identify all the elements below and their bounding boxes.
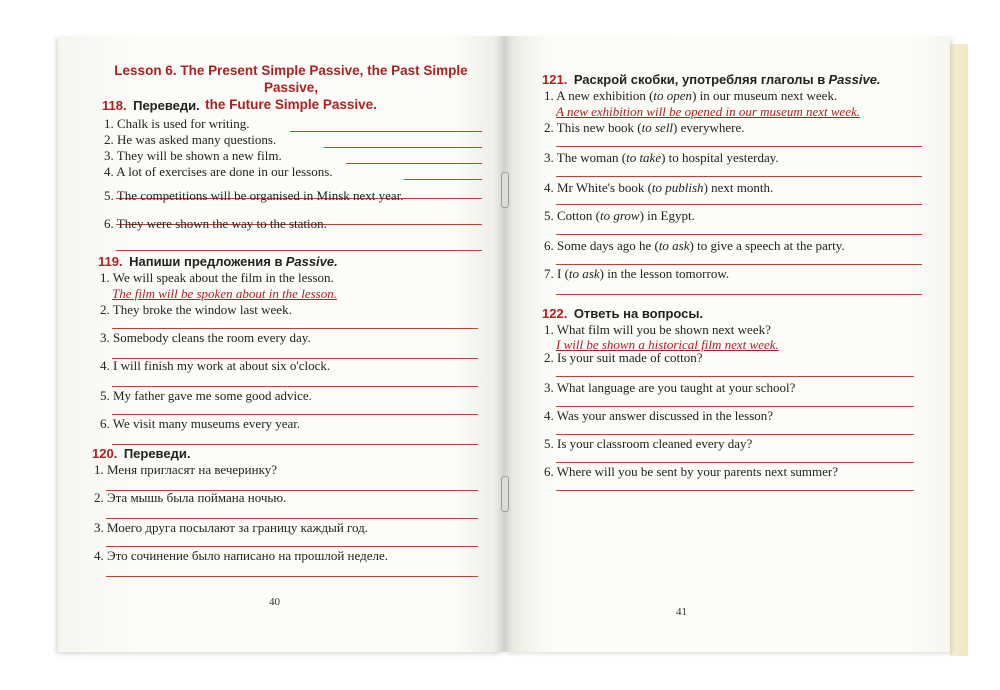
answer-line[interactable] — [112, 328, 478, 329]
staple — [501, 476, 509, 512]
ex122-item-5: 5. Is your classroom cleaned every day? — [544, 436, 753, 451]
ex120-item-1: 1. Меня пригласят на вечеринку? — [94, 462, 277, 477]
answer-line[interactable] — [106, 576, 478, 577]
ex121-item-4: 4. Mr White's book (to publish) next month. — [544, 180, 774, 195]
ex118-item-6: 6. They were shown the way to the station. — [104, 216, 327, 231]
ex121-item-7: 7. I (to ask) in the lesson tomorrow. — [544, 266, 730, 281]
ex118-item-3: 3. They will be shown a new film. — [104, 148, 282, 163]
ex120-item-2: 2. Эта мышь была поймана ночью. — [94, 490, 287, 505]
book-spine — [494, 36, 514, 652]
answer-line[interactable] — [556, 176, 922, 177]
ex121-item-3: 3. The woman (to take) to hospital yesterday. — [544, 150, 779, 165]
answer-line[interactable] — [112, 386, 478, 387]
ex121-item-6: 6. Some days ago he (to ask) to give a speech at the party. — [544, 238, 845, 253]
answer-line[interactable] — [556, 294, 922, 295]
answer-line[interactable] — [556, 434, 914, 435]
ex119-item-3: 3. Somebody cleans the room every day. — [100, 330, 311, 345]
ex118-item-5: 5. The competitions will be organised in Minsk next year. — [104, 188, 404, 203]
answer-line[interactable] — [556, 234, 922, 235]
answer-line[interactable] — [324, 147, 482, 148]
ex119-item-2: 2. They broke the window last week. — [100, 302, 292, 317]
ex121-item-2: 2. This new book (to sell) everywhere. — [544, 120, 745, 135]
answer-line[interactable] — [556, 204, 922, 205]
answer-line[interactable] — [556, 264, 922, 265]
answer-line[interactable] — [112, 444, 478, 445]
ex122-item-2: 2. Is your suit made of cotton? — [544, 350, 703, 365]
ex120-item-3: 3. Моего друга посылают за границу каждый год. — [94, 520, 369, 535]
answer-line[interactable] — [346, 163, 482, 164]
ex119-item-4: 4. I will finish my work at about six o'clock. — [100, 358, 331, 373]
staple — [501, 172, 509, 208]
ex122-item-6: 6. Where will you be sent by your parents next summer? — [544, 464, 838, 479]
ex121-item-1: 1. A new exhibition (to open) in our museum next week. — [544, 88, 838, 103]
ex120-item-4: 4. Это сочинение было написано на прошлой неделе. — [94, 548, 388, 563]
ex118-item-4: 4. A lot of exercises are done in our lessons. — [104, 164, 333, 179]
ex118-item-2: 2. He was asked many questions. — [104, 132, 277, 147]
answer-line[interactable] — [556, 406, 914, 407]
ex119-item-5: 5. My father gave me some good advice. — [100, 388, 312, 403]
answer-line[interactable] — [106, 546, 478, 547]
ex122-item-3: 3. What language are you taught at your school? — [544, 380, 796, 395]
answer-line[interactable] — [290, 131, 482, 132]
lesson-title: Lesson 6. The Present Simple Passive, the Past Simple Passive, the Future Simple Passive. — [114, 63, 468, 112]
answer-line[interactable] — [112, 414, 478, 415]
ex121-item-5: 5. Cotton (to grow) in Egypt. — [544, 208, 695, 223]
ex118-item-1: 1. Chalk is used for writing. — [104, 116, 250, 131]
answer-line[interactable] — [106, 518, 478, 519]
sample-answer: The film will be spoken about in the lesson. — [112, 286, 337, 301]
ex119-item-6: 6. We visit many museums every year. — [100, 416, 301, 431]
answer-line[interactable] — [116, 250, 482, 251]
ex122-item-1: 1. What film will you be shown next week? — [544, 322, 771, 337]
open-workbook — [58, 36, 978, 664]
left-page: Lesson 6. The Present Simple Passive, the Past Simple Passive, the Future Simple Passive. 118. Переведи. 1. Chalk is used for writing. 2. He was asked many questions. 3. They will be shown a new film. 4. A lot of exercises are done in our lessons. 5. The competitions will be organised in Minsk next year. 6. They were shown the way to the station. 119. Напиши предложения в Passive. 1. We will speak about the film in the lesson. The film will be spoken about in the lesson. 2. They broke the window last week. 3. Somebody cleans the room every day. 4. I will finish my work at about six o'clock. 5. My father gave me some good advice. 6. We visit many museums every year. 120. Переведи. 1. Меня пригласят на вечеринку? 2. Эта мышь была поймана ночью. 3. Моего друга посылают за границу каждый год. 4. Это сочинение было написано на прошлой неделе. 40 — [58, 36, 504, 652]
answer-line[interactable] — [556, 490, 914, 491]
sample-answer: I will be shown a historical film next week. — [556, 337, 779, 352]
ex122-item-4: 4. Was your answer discussed in the lesson? — [544, 408, 774, 423]
answer-line[interactable] — [556, 376, 914, 377]
right-page: 121. Раскрой скобки, употребляя глаголы в Passive. 1. A new exhibition (to open) in our museum next week. A new exhibition will be opened in our museum next week. 2. This new book (to sell) everywhere. 3. The woman (to take) to hospital yesterday. 4. Mr White's book (to publish) next month. 5. Cotton (to grow) in Egypt. 6. Some days ago he (to ask) to give a speech at the party. 7. I (to ask) in the lesson tomorrow. 122. Ответь на вопросы. 1. What film will you be shown next week? I will be shown a historical film next week. 2. Is your suit made of cotton? 3. What language are you taught at your school? 4. Was your answer discussed in the lesson? 5. Is your classroom cleaned every day? 6. Where will you be sent by your parents next summer? 41 — [504, 36, 950, 652]
page-edges — [950, 44, 968, 656]
ex119-item-1: 1. We will speak about the film in the lesson. — [100, 270, 334, 285]
page-number: 41 — [676, 606, 687, 618]
answer-line[interactable] — [556, 462, 914, 463]
answer-line[interactable] — [404, 179, 482, 180]
sample-answer: A new exhibition will be opened in our museum next week. — [556, 104, 861, 119]
page-number: 40 — [269, 596, 280, 608]
answer-line[interactable] — [556, 146, 922, 147]
